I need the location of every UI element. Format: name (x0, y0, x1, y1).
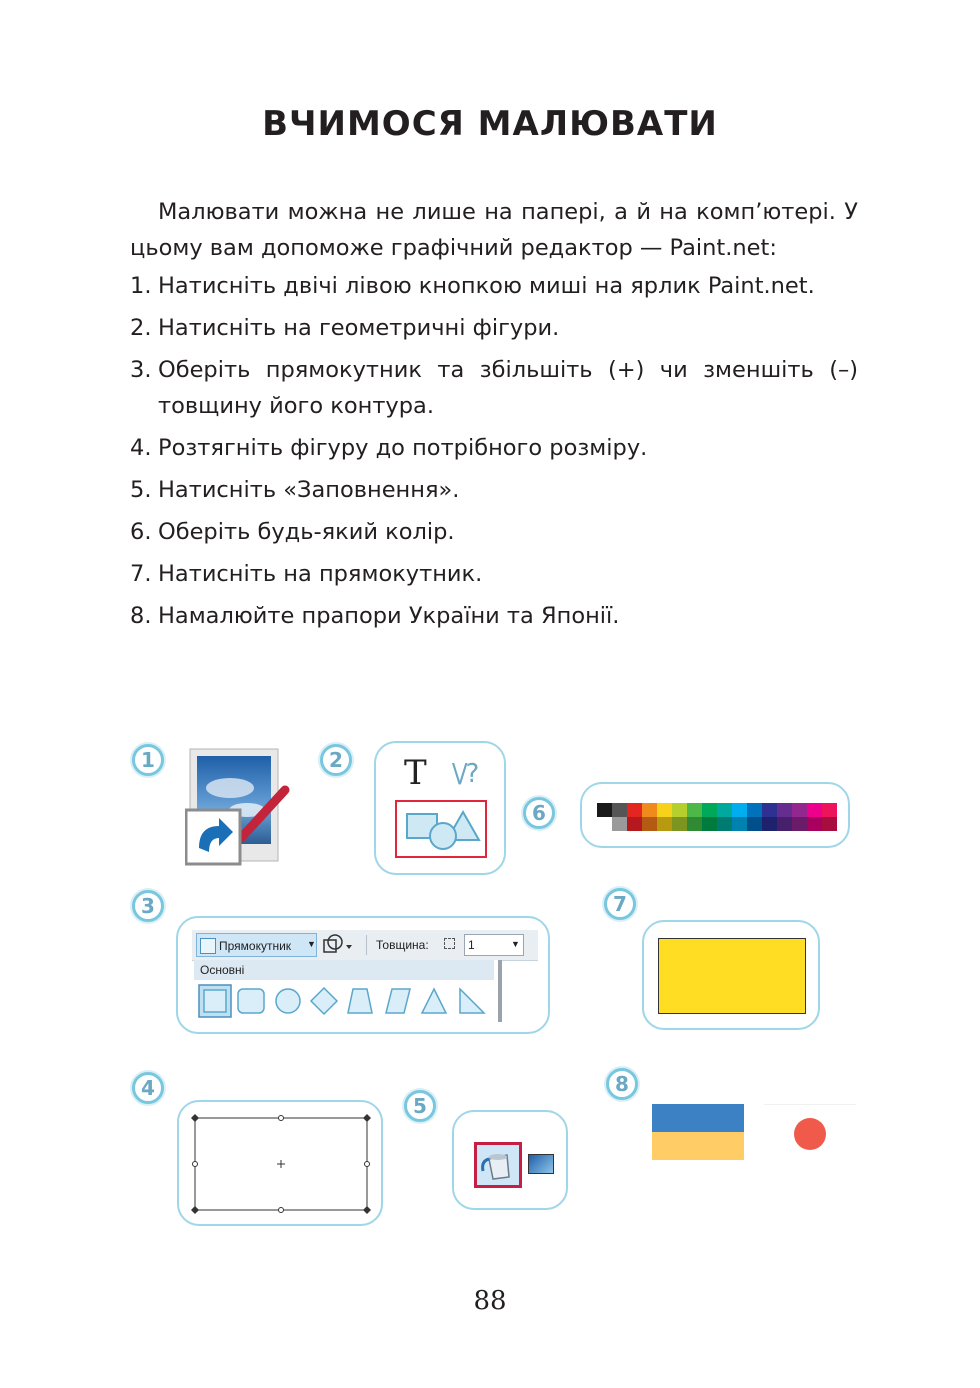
draw-mode-button[interactable] (322, 934, 358, 956)
shape-dropdown[interactable] (196, 933, 317, 957)
steps-list (130, 268, 858, 640)
japan-flag-circle (794, 1118, 826, 1150)
shape-toolbar-card (176, 916, 550, 1034)
thickness-value: 1 (468, 938, 475, 952)
list-item: 1. Натисніть двічі лівою кнопкою миші на ярлик Paint.net. (130, 273, 815, 299)
color-swatch[interactable] (702, 803, 717, 817)
step-badge-6: 6 (523, 797, 555, 829)
stretch-card (177, 1100, 383, 1226)
rectangle-small-icon (200, 938, 216, 954)
list-item: 2. Натисніть на геометричні фігури. (130, 315, 560, 341)
color-swatch[interactable] (672, 817, 687, 831)
intro-paragraph: Малювати можна не лише на папері, а й на комп’ютері. У цьому вам допоможе графічний редактор — Paint.net: (130, 199, 858, 261)
color-swatch[interactable] (612, 817, 627, 831)
yellow-rectangle[interactable] (658, 938, 806, 1014)
step-badge-1: 1 (132, 744, 164, 776)
color-swatch[interactable] (687, 817, 702, 831)
list-item: 7. Натисніть на прямокутник. (130, 561, 483, 587)
page-title: ВЧИМОСЯ МАЛЮВАТИ (262, 104, 718, 144)
thickness-select[interactable] (464, 934, 524, 956)
list-item: 4. Розтягніть фігуру до потрібного розміру. (130, 435, 648, 461)
chevron-down-icon: ▼ (511, 939, 520, 949)
shapes-panel (194, 960, 502, 1022)
color-swatch[interactable] (777, 817, 792, 831)
brush-tool-icon[interactable]: \/? (452, 759, 478, 789)
color-swatch[interactable] (747, 803, 762, 817)
color-swatch[interactable] (762, 803, 777, 817)
palette-row-top (597, 803, 837, 817)
shapes-icon (397, 802, 485, 856)
text-tool-icon[interactable]: T (404, 753, 427, 793)
color-swatch[interactable] (612, 803, 627, 817)
color-swatch[interactable] (687, 803, 702, 817)
color-swatch[interactable] (732, 817, 747, 831)
step-badge-2: 2 (320, 744, 352, 776)
toolbar-divider (366, 935, 367, 955)
dashed-square-icon (444, 938, 455, 949)
palette-row-bottom (597, 817, 837, 831)
color-swatch[interactable] (642, 803, 657, 817)
ukraine-flag-yellow (652, 1132, 744, 1160)
thickness-label: Товщина: (376, 938, 429, 952)
ukraine-flag-blue (652, 1104, 744, 1132)
shapes-group-label: Основні (200, 963, 245, 977)
color-swatch[interactable] (792, 817, 807, 831)
color-swatch[interactable] (717, 817, 732, 831)
list-item: 6. Оберіть будь-який колір. (130, 519, 455, 545)
color-swatch[interactable] (597, 803, 612, 817)
list-item: 5. Натисніть «Заповнення». (130, 477, 460, 503)
color-swatch[interactable] (597, 817, 612, 831)
japan-flag (764, 1104, 856, 1161)
tools-card (374, 741, 506, 875)
color-swatch[interactable] (822, 817, 837, 831)
fill-button[interactable] (474, 1142, 522, 1188)
color-swatch[interactable] (657, 817, 672, 831)
palette-card (580, 782, 850, 848)
fill-color-swatch[interactable] (528, 1154, 554, 1174)
color-palette (597, 803, 837, 831)
color-swatch[interactable] (717, 803, 732, 817)
shape-dropdown-label: Прямокутник (219, 939, 292, 953)
color-swatch[interactable] (747, 817, 762, 831)
color-swatch[interactable] (672, 803, 687, 817)
color-swatch[interactable] (627, 803, 642, 817)
ukraine-flag (652, 1104, 744, 1160)
list-item: 8. Намалюйте прапори України та Японії. (130, 603, 620, 629)
color-swatch[interactable] (792, 803, 807, 817)
paint-bucket-icon (477, 1145, 519, 1185)
color-swatch[interactable] (732, 803, 747, 817)
color-swatch[interactable] (657, 803, 672, 817)
draw-mode-icon (322, 934, 358, 956)
shape-options (194, 982, 494, 1022)
shapes-tool-button[interactable] (395, 800, 487, 858)
color-swatch[interactable] (627, 817, 642, 831)
step-badge-4: 4 (132, 1072, 164, 1104)
color-swatch[interactable] (762, 817, 777, 831)
chevron-down-icon: ▼ (307, 939, 316, 949)
step-badge-8: 8 (606, 1068, 638, 1100)
filled-rectangle-card (642, 920, 820, 1030)
page-number: 88 (473, 1286, 507, 1316)
color-swatch[interactable] (777, 803, 792, 817)
step-badge-3: 3 (132, 890, 164, 922)
resizable-rectangle[interactable] (179, 1102, 381, 1224)
color-swatch[interactable] (702, 817, 717, 831)
fill-card (452, 1110, 568, 1210)
paintnet-shortcut-icon[interactable] (185, 748, 295, 866)
step-badge-5: 5 (404, 1090, 436, 1122)
color-swatch[interactable] (642, 817, 657, 831)
step-badge-7: 7 (604, 888, 636, 920)
color-swatch[interactable] (807, 817, 822, 831)
color-swatch[interactable] (807, 803, 822, 817)
color-swatch[interactable] (822, 803, 837, 817)
shape-toolbar (192, 930, 538, 961)
list-item: 3. Оберіть прямокутник та збільшіть (+) чи зменшіть (–) товщину його контура. (130, 357, 858, 419)
shapes-panel-header (194, 960, 494, 980)
